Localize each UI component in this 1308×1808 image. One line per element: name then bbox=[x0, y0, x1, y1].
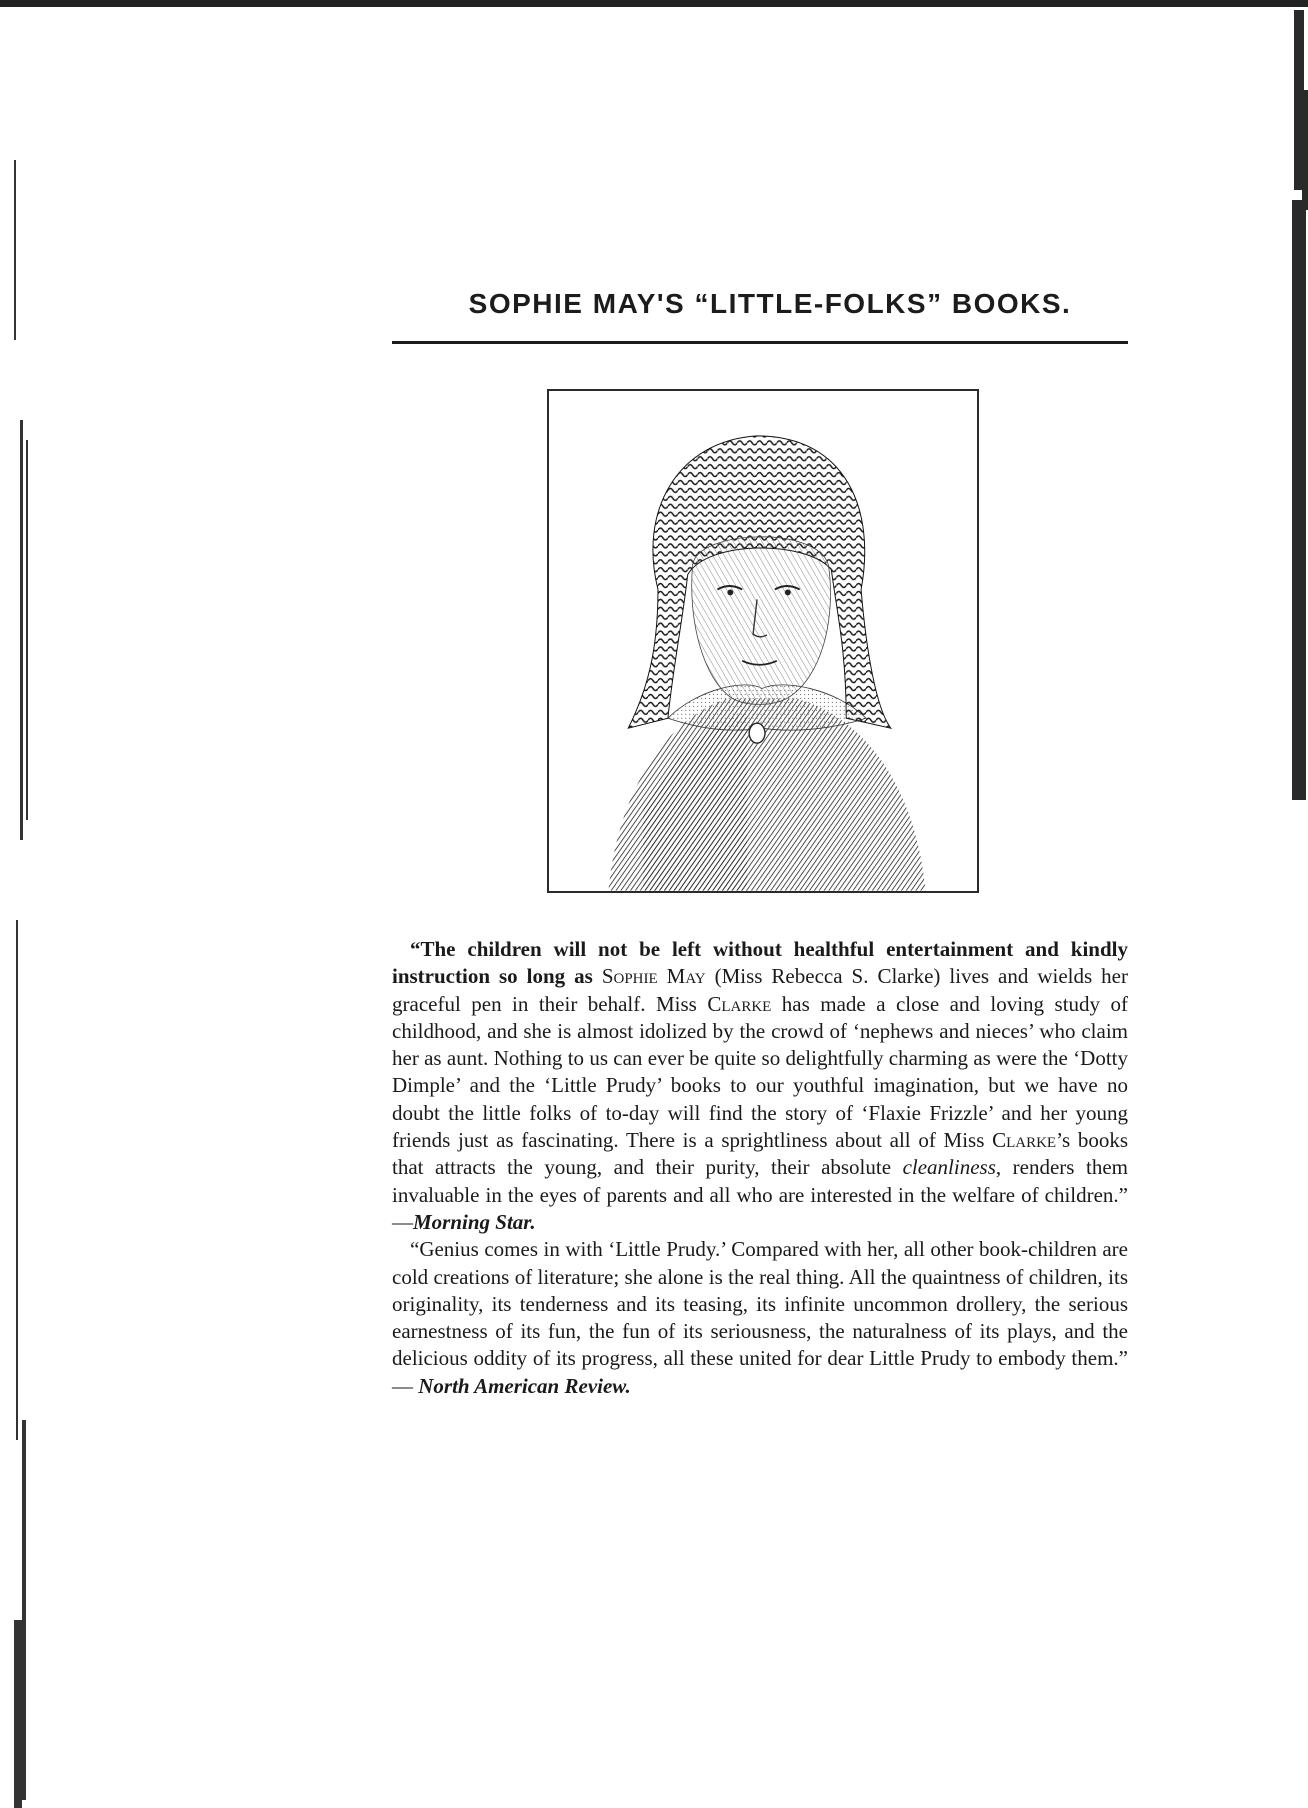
page-title: SOPHIE MAY'S “LITTLE-FOLKS” BOOKS. bbox=[468, 288, 1072, 319]
portrait-frame bbox=[547, 389, 979, 893]
quote-north-american-review bbox=[392, 1236, 1128, 1400]
quote1-open: “The children will not be left without healthful entertainment and kindly instruction so long as bbox=[392, 937, 1128, 989]
author-surname-1: Clarke bbox=[707, 991, 772, 1016]
scan-top-edge bbox=[0, 0, 1308, 7]
title-rule bbox=[392, 341, 1128, 344]
quote1-mid-1: has made a close and loving study of childhood, and she is almost idolized by the crowd of ‘nephews and nieces’ who claim her as aunt. Nothing to us can ever be quite so delightfully charming as were the ‘Dotty Dimple’ and the ‘Little Prudy’ books to our youthful imagination, but we have no doubt the little folks of to-day will find the story of ‘Flaxie Frizzle’ and her young friends just as fascinating. There is a sprightliness about all of Miss bbox=[392, 991, 1128, 1153]
source-north-american-review: North American Review. bbox=[418, 1373, 631, 1398]
quote1-emphasis: cleanliness bbox=[902, 1155, 996, 1180]
source-morning-star: Morning Star. bbox=[413, 1209, 536, 1234]
scan-right-edge bbox=[1268, 0, 1308, 900]
author-surname-2: Clarke bbox=[992, 1128, 1057, 1153]
scan-left-edge bbox=[0, 120, 42, 1808]
quote1-paren: (Miss Rebecca S. Clarke) lives and wields her graceful pen in their behalf. Miss bbox=[392, 964, 1128, 1016]
quote-morning-star bbox=[392, 936, 1128, 1236]
author-pen-name: Sophie May bbox=[601, 964, 706, 989]
quote1-end: , renders them invaluable in the eyes of parents and all who are interested in the welfare of children.” — bbox=[392, 1155, 1128, 1234]
quotes-body bbox=[392, 936, 1128, 1400]
quote2-text: “Genius comes in with ‘Little Prudy.’ Compared with her, all other book-children are cold creations of literature; she alone is the real thing. All the quaintness of children, its originality, its tenderness and its teasing, its infinite uncommon drollery, the serious earnestness of its fun, the fun of its seriousness, the naturalness of its plays, and the delicious oddity of its progress, all these united for dear Little Prudy to embody them.” — bbox=[392, 1237, 1128, 1398]
quote1-mid-2: ’s books that attracts the young, and their purity, their absolute bbox=[392, 1128, 1128, 1180]
engraved-portrait-woman-icon bbox=[549, 391, 977, 891]
